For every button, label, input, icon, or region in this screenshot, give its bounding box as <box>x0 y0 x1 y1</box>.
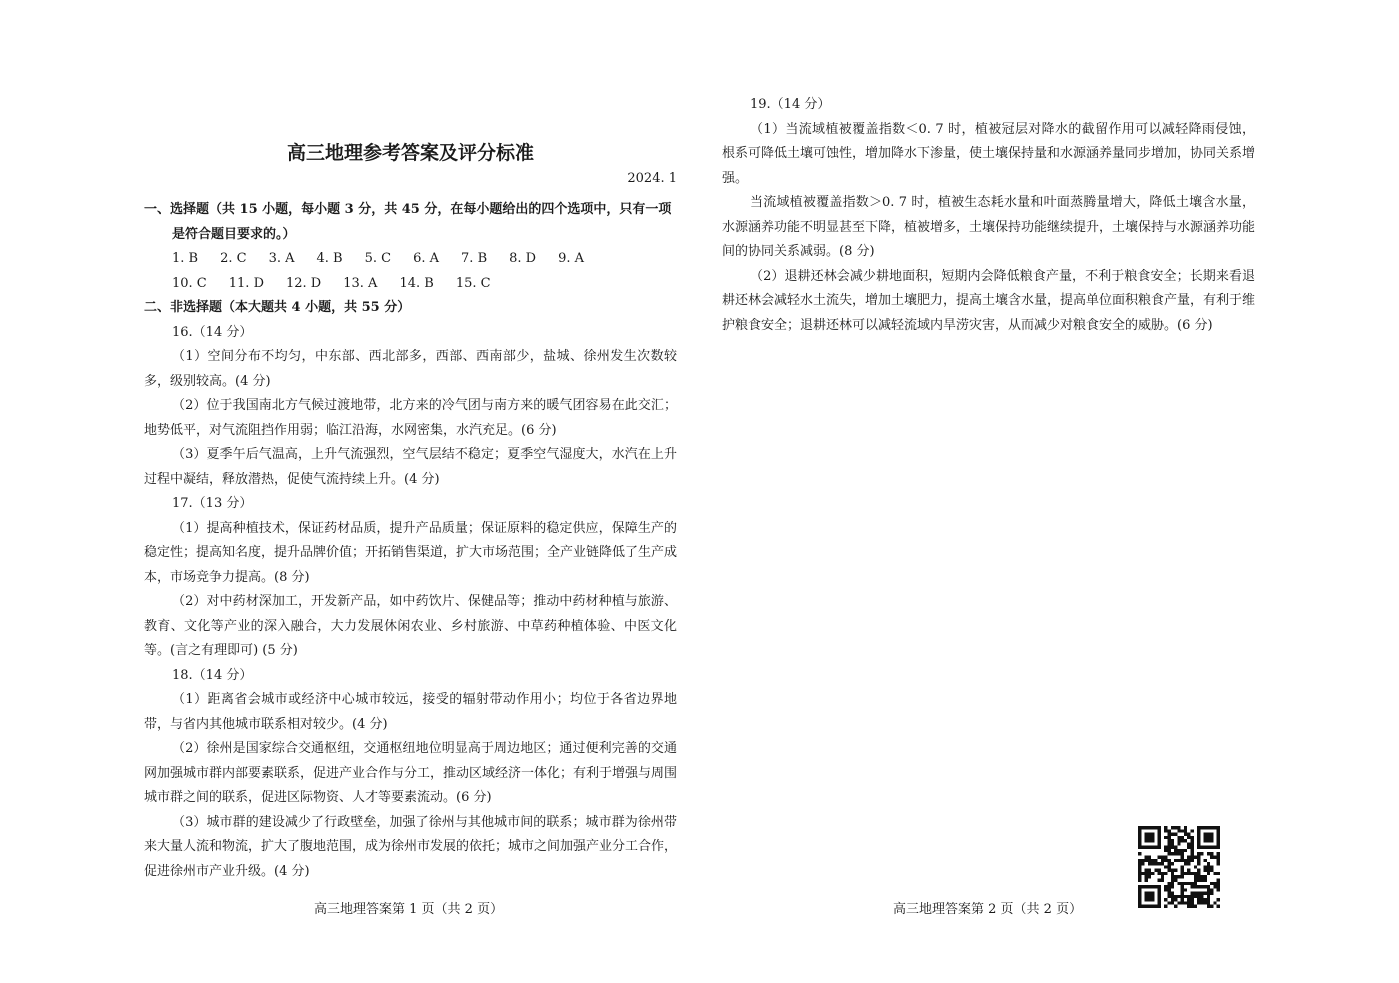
answer-item: 1. B <box>172 251 199 266</box>
answer-item: 10. C <box>172 275 207 291</box>
section-1-heading: 一、选择题（共 15 小题，每小题 3 分，共 45 分，在每小题给出的四个选项中，只有一项是符合题目要求的。） <box>144 202 672 242</box>
answer-item: 14. B <box>399 275 434 291</box>
answer-item: 8. D <box>509 251 537 266</box>
answer-item: 13. A <box>343 275 378 291</box>
question-16-part-1: （1）空间分布不均匀，中东部、西北部多，西部、西南部少，盐城、徐州发生次数较多，级别较高。(4 分) <box>144 349 677 389</box>
date-label: 2024. 1 <box>627 171 677 186</box>
answer-item: 6. A <box>413 251 440 266</box>
question-18-heading: 18.（14 分） <box>172 667 253 683</box>
answer-item: 7. B <box>461 251 488 266</box>
answer-item: 9. A <box>558 251 585 266</box>
answer-item: 4. B <box>316 251 343 266</box>
answer-item: 3. A <box>268 251 295 266</box>
answer-row-2 <box>144 272 677 297</box>
answer-row-1 <box>144 247 677 272</box>
page-1-footer: 高三地理答案第 1 页（共 2 页） <box>314 902 504 917</box>
question-16-heading: 16.（14 分） <box>172 324 253 340</box>
question-17-part-2: （2）对中药材深加工，开发新产品，如中药饮片、保健品等；推动中药材种植与旅游、教育、文化等产业的深入融合，大力发展休闲农业、乡村旅游、中草药种植体验、中医文化等。(言之有理即可) (5 分) <box>144 594 677 658</box>
answer-item: 12. D <box>286 275 322 291</box>
answer-item: 11. D <box>228 275 264 291</box>
question-18-part-2: （2）徐州是国家综合交通枢纽，交通枢纽地位明显高于周边地区；通过便利完善的交通网加强城市群内部要素联系，促进产业合作与分工，推动区域经济一体化；有利于增强与周围城市群之间的联系，促进区际物资、人才等要素流动。(6 分) <box>144 741 678 805</box>
question-18-part-1: （1）距离省会城市或经济中心城市较远，接受的辐射带动作用小；均位于各省边界地带，与省内其他城市联系相对较少。(4 分) <box>144 692 677 732</box>
question-17-part-1: （1）提高种植技术，保证药材品质，提升产品质量；保证原料的稳定供应，保障生产的稳定性；提高知名度，提升品牌价值；开拓销售渠道，扩大市场范围；全产业链降低了生产成本，市场竞争力提高。(8 分) <box>144 520 678 585</box>
page-title: 高三地理参考答案及评分标准 <box>286 142 534 164</box>
question-19-part-2: （2）退耕还林会减少耕地面积，短期内会降低粮食产量，不利于粮食安全；长期来看退耕还林会减轻水土流失，增加土壤肥力，提高土壤含水量，提高单位面积粮食产量，有利于维护粮食安全；退耕还林可以减轻流域内旱涝灾害，从而减少对粮食安全的威胁。(6 分) <box>722 268 1256 333</box>
page-1-column <box>144 138 677 884</box>
question-17-heading: 17.（13 分） <box>172 496 253 511</box>
question-19-part-1: （1）当流域植被覆盖指数＜0. 7 时，植被冠层对降水的截留作用可以减轻降雨侵蚀，根系可降低土壤可蚀性，增加降水下渗量，使土壤保持量和水源涵养量同步增加，协同关系增强。 <box>722 121 1256 186</box>
question-16-part-3: （3）夏季午后气温高，上升气流强烈，空气层结不稳定；夏季空气湿度大，水汽在上升过程中凝结，释放潜热，促使气流持续上升。(4 分) <box>144 447 677 487</box>
section-2-heading: 二、非选择题（本大题共 4 小题，共 55 分） <box>144 300 411 315</box>
page-2-column <box>722 93 1255 338</box>
page-2-footer: 高三地理答案第 2 页（共 2 页） <box>893 902 1083 917</box>
answer-item: 5. C <box>364 251 392 266</box>
answer-item: 2. C <box>220 251 247 266</box>
question-19-heading: 19.（14 分） <box>750 97 831 112</box>
qr-code-icon <box>1138 826 1220 908</box>
question-19-part-1-continued: 当流域植被覆盖指数＞0. 7 时，植被生态耗水量和叶面蒸腾量增大，降低土壤含水量，水源涵养功能不明显甚至下降，植被增多，土壤保持功能继续提升，土壤保持与水源涵养功能间的协同关系减弱。(8 分) <box>722 195 1256 259</box>
question-18-part-3: （3）城市群的建设减少了行政壁垒，加强了徐州与其他城市间的联系；城市群为徐州带来大量人流和物流，扩大了腹地范围，成为徐州市发展的依托；城市之间加强产业分工合作，促进徐州市产业升级。(4 分) <box>144 814 678 879</box>
question-16-part-2: （2）位于我国南北方气候过渡地带，北方来的冷气团与南方来的暖气团容易在此交汇；地势低平，对气流阻挡作用弱；临江沿海，水网密集，水汽充足。(6 分) <box>144 398 677 438</box>
answer-item: 15. C <box>455 275 491 291</box>
